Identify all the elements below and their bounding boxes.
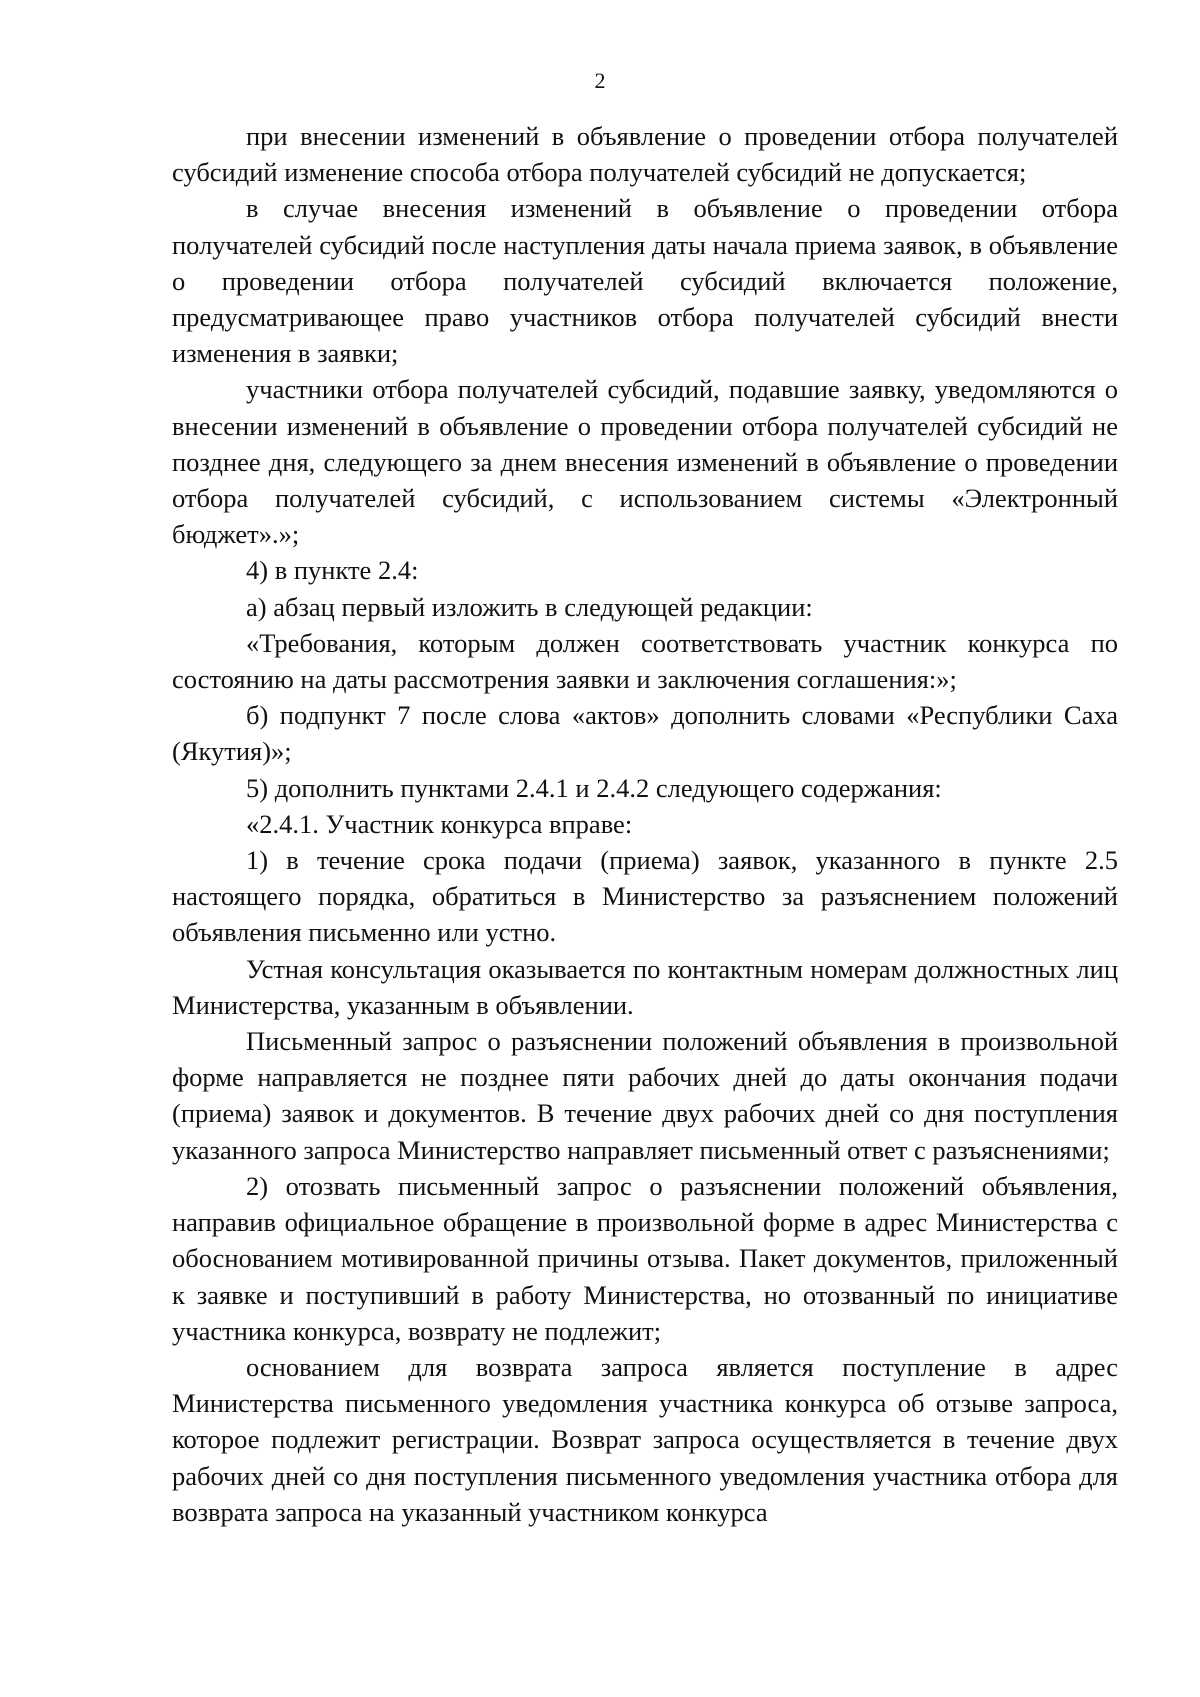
paragraph: б) подпункт 7 после слова «актов» дополнить словами «Республики Саха (Якутия)»; (172, 700, 1118, 767)
document-body (172, 118, 1118, 1530)
paragraph: «Требования, которым должен соответствовать участник конкурса по состоянию на даты рассмотрения заявки и заключения соглашения:»; (172, 627, 1118, 695)
paragraph: при внесении изменений в объявление о проведении отбора получателей субсидий изменение способа отбора получателей субсидий не допускается; (172, 121, 1118, 188)
paragraph: 2) отозвать письменный запрос о разъяснении положений объявления, направив официальное обращение в произвольной форме в адрес Министерства с обоснованием мотивированной причины отзыва. Пакет документов, приложенный к заявке и поступивший в работу Министерства, но отозванный по инициативе участника конкурса, возврату не подлежит; (172, 1170, 1118, 1346)
paragraph: 5) дополнить пунктами 2.4.1 и 2.4.2 следующего содержания: (246, 772, 942, 803)
paragraph: 4) в пункте 2.4: (246, 555, 419, 586)
paragraph: основанием для возврата запроса является поступление в адрес Министерства письменного уведомления участника конкурса об отзыве запроса, которое подлежит регистрации. Возврат запроса осуществляется в течение двух рабочих дней со дня поступления письменного уведомления участника отбора для возврата запроса на указанный участником конкурса (172, 1351, 1118, 1527)
paragraph: 1) в течение срока подачи (приема) заявок, указанного в пункте 2.5 настоящего порядка, обратиться в Министерство за разъяснением положений объявления письменно или устно. (172, 845, 1118, 948)
paragraph: «2.4.1. Участник конкурса вправе: (246, 808, 633, 839)
paragraph: участники отбора получателей субсидий, подавшие заявку, уведомляются о внесении изменений в объявление о проведении отбора получателей субсидий не позднее дня, следующего за днем внесения изменений в объявление о проведении отбора получателей субсидий, с использованием системы «Электронный бюджет».»; (172, 374, 1118, 550)
page-number: 2 (594, 68, 606, 93)
paragraph: в случае внесения изменений в объявление о проведении отбора получателей субсидий после наступления даты начала приема заявок, в объявление о проведении отбора получателей субсидий включается положение, предусматривающее право участников отбора получателей субсидий внести изменения в заявки; (172, 193, 1118, 369)
paragraph: а) абзац первый изложить в следующей редакции: (246, 591, 813, 622)
paragraph: Устная консультация оказывается по контактным номерам должностных лиц Министерства, указанным в объявлении. (172, 953, 1118, 1020)
paragraph: Письменный запрос о разъяснении положений объявления в произвольной форме направляется не позднее пяти рабочих дней до даты окончания подачи (приема) заявок и документов. В течение двух рабочих дней со дня поступления указанного запроса Министерство направляет письменный ответ с разъяснениями; (172, 1026, 1118, 1165)
